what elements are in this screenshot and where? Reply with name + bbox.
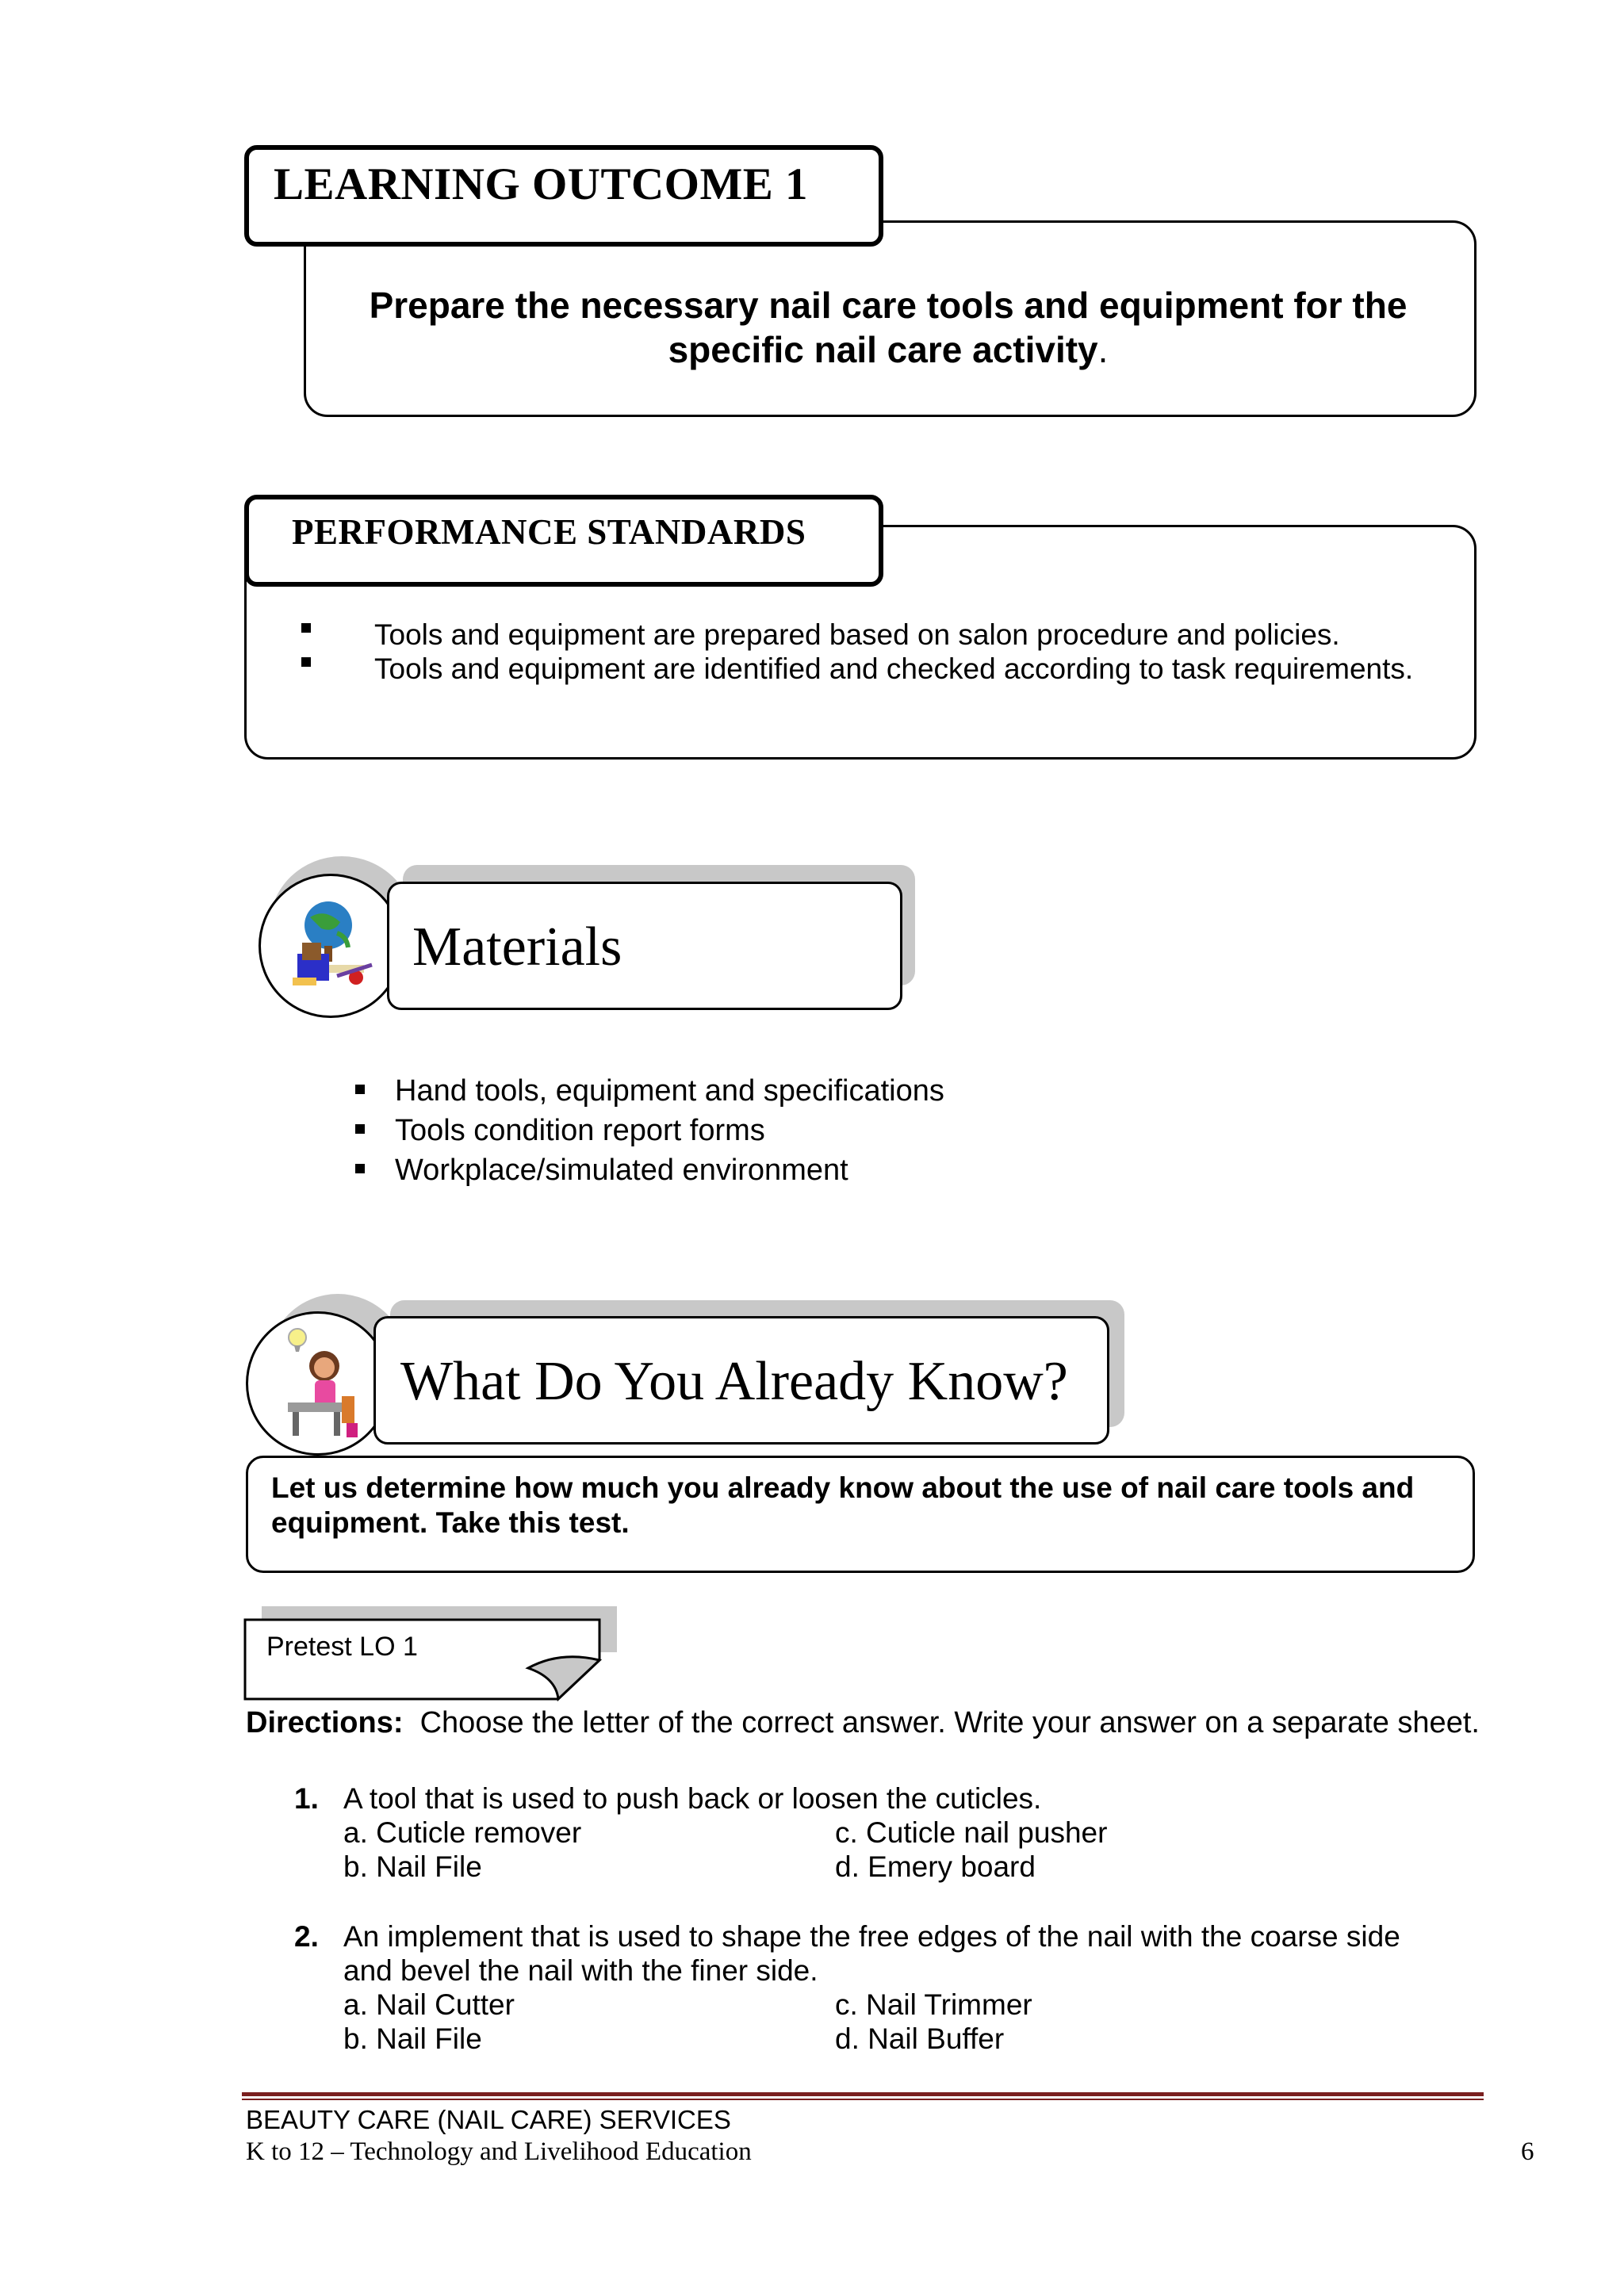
- footer-program: K to 12 – Technology and Livelihood Education: [246, 2137, 752, 2166]
- answer-option: b. Nail File: [343, 1850, 482, 1883]
- answer-option: d. Nail Buffer: [835, 2022, 1005, 2055]
- square-bullet-icon: [355, 1124, 365, 1134]
- performance-standards-title: PERFORMANCE STANDARDS: [292, 512, 806, 552]
- answer-option: d. Emery board: [835, 1850, 1036, 1883]
- learning-outcome-line1: Prepare the necessary nail care tools and equipment for the: [369, 285, 1408, 326]
- learning-outcome-period: .: [1097, 329, 1109, 370]
- intro-text: Let us determine how much you already know about the use of nail care tools and equipment. Take this test.: [271, 1471, 1415, 1539]
- materials-title: Materials: [412, 916, 622, 978]
- answer-option: a. Cuticle remover: [343, 1816, 582, 1849]
- question-number: 2.: [294, 1920, 319, 1953]
- globe-books-icon: [259, 874, 403, 1018]
- materials-item: Hand tools, equipment and specifications: [355, 1074, 944, 1108]
- learning-outcome-text: [333, 283, 1443, 372]
- question-text-continued: and bevel the nail with the finer side.: [343, 1954, 818, 1987]
- directions-label: Directions:: [246, 1706, 404, 1739]
- answer-option: a. Nail Cutter: [343, 1988, 515, 2021]
- square-bullet-icon: [301, 657, 311, 667]
- footer-rule-thin: [242, 2099, 1484, 2100]
- answer-option: c. Cuticle nail pusher: [835, 1816, 1108, 1849]
- question-number: 1.: [294, 1782, 319, 1815]
- learning-outcome-line2: specific nail care activity: [668, 329, 1098, 370]
- question-text: A tool that is used to push back or loosen the cuticles.: [343, 1782, 1042, 1815]
- student-idea-icon: [246, 1311, 390, 1456]
- answer-option: b. Nail File: [343, 2022, 482, 2055]
- directions-text: Choose the letter of the correct answer. Write your answer on a separate sheet.: [419, 1706, 1480, 1739]
- learning-outcome-title: LEARNING OUTCOME 1: [274, 159, 809, 209]
- question-text: An implement that is used to shape the free edges of the nail with the coarse side: [343, 1920, 1400, 1953]
- materials-item: Workplace/simulated environment: [355, 1154, 848, 1188]
- directions: [246, 1706, 1480, 1740]
- square-bullet-icon: [355, 1085, 365, 1094]
- footer-course-title: BEAUTY CARE (NAIL CARE) SERVICES: [246, 2105, 731, 2134]
- materials-item: Tools condition report forms: [355, 1114, 765, 1148]
- square-bullet-icon: [355, 1164, 365, 1173]
- square-bullet-icon: [301, 623, 311, 633]
- know-title: What Do You Already Know?: [400, 1351, 1068, 1412]
- answer-option: c. Nail Trimmer: [835, 1988, 1032, 2021]
- pretest-label: Pretest LO 1: [266, 1632, 418, 1662]
- footer-rule: [242, 2092, 1484, 2096]
- page-number: 6: [1521, 2137, 1534, 2166]
